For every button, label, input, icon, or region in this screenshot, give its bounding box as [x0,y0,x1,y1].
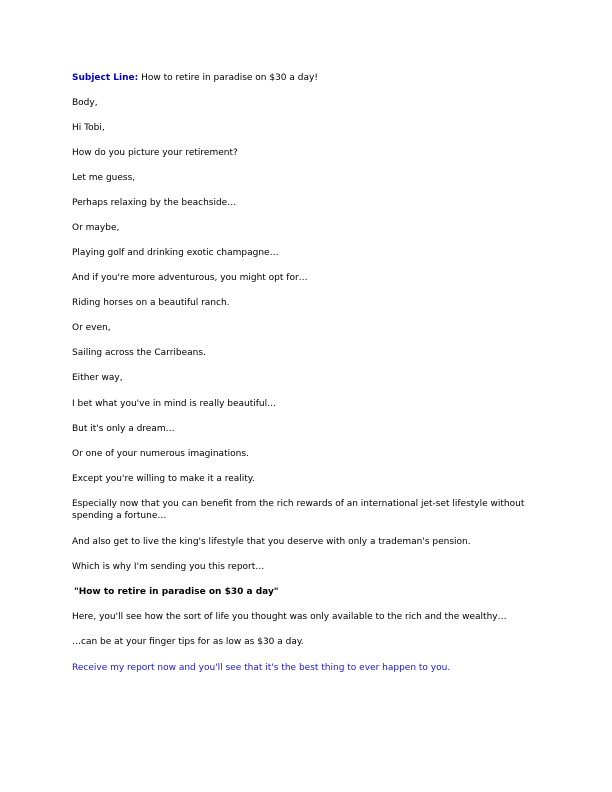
paragraph: Or maybe, [72,223,120,233]
closing-paragraph: Here, you'll see how the sort of life you thought was only available to the rich and the wealthy… [72,612,507,622]
subject-line [72,72,542,84]
paragraph: I bet what you've in mind is really beautiful… [72,399,277,409]
paragraph: Playing golf and drinking exotic champagne… [72,248,279,258]
paragraph: And if you're more adventurous, you might opt for… [72,273,308,283]
body-label: Body, [72,98,98,108]
greeting: Hi Tobi, [72,123,105,133]
paragraph: And also get to live the king's lifestyle that you deserve with only a trademan's pension. [72,537,471,547]
paragraph: Especially now that you can benefit from the rich rewards of an international jet-set lifestyle without spending a fortune… [72,499,525,521]
paragraph: Perhaps relaxing by the beachside… [72,198,237,208]
subject-label: Subject Line: [72,73,139,83]
paragraph: Or even, [72,323,111,333]
paragraph: But it's only a dream… [72,424,175,434]
paragraph: Or one of your numerous imaginations. [72,449,249,459]
paragraph: How do you picture your retirement? [72,148,238,158]
paragraph: Let me guess, [72,173,136,183]
report-title: "How to retire in paradise on $30 a day" [74,587,279,597]
paragraph: Except you're willing to make it a reality. [72,474,255,484]
closing-paragraph: …can be at your finger tips for as low as $30 a day. [72,637,304,647]
subject-text: How to retire in paradise on $30 a day! [141,73,318,83]
call-to-action: Receive my report now and you'll see that it's the best thing to ever happen to you. [72,663,451,673]
paragraph: Riding horses on a beautiful ranch. [72,298,230,308]
paragraph: Which is why I'm sending you this report… [72,562,265,572]
paragraph: Sailing across the Carribeans. [72,348,206,358]
paragraph: Either way, [72,373,123,383]
